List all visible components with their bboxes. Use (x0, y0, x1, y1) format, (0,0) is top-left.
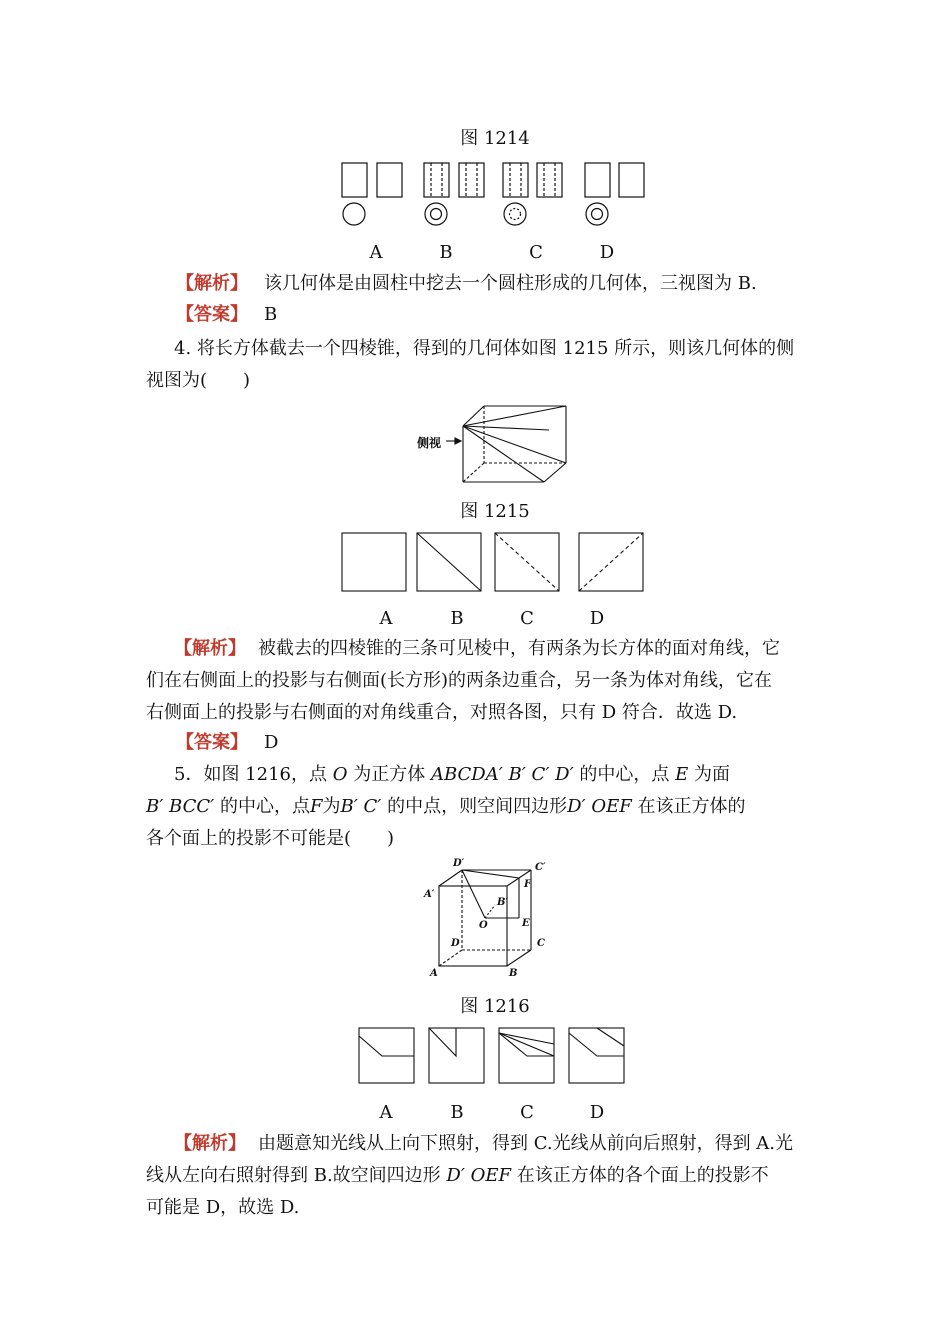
q3-analysis-tag: 【解析】 (176, 273, 248, 294)
q4-analysis-line2: 们在右侧面上的投影与右侧面(长方形)的两条边重合，另一条为体对角线，它在 (146, 670, 773, 691)
cube-label-o: O (479, 920, 488, 931)
fig1214-caption: 图 1214 (460, 128, 530, 149)
q5-face-name: B′ BCC′ (146, 796, 215, 817)
q3-analysis-text: 该几何体是由圆柱中挖去一个圆柱形成的几何体，三视图为 B. (264, 273, 757, 294)
fig1214-label-c: C (529, 242, 543, 263)
q3-answer-tag: 【答案】 (176, 304, 248, 325)
q5-line1-a: 5．如图 1216，点 (174, 764, 327, 785)
q5-line2-b: 为 (322, 796, 341, 817)
q4-question-line1: 4. 将长方体截去一个四棱锥，得到的几何体如图 1215 所示，则该几何体的侧 (174, 338, 795, 359)
q5-line2-c: 的中点，则空间四边形 (387, 796, 568, 817)
q5-analysis (146, 1128, 806, 1224)
fig1216-option-a (359, 1028, 414, 1083)
fig1216-option-b (429, 1028, 484, 1083)
q5-line2-d: 在该正方体的 (637, 796, 746, 817)
q5-analysis-line1: 由题意知光线从上向下照射，得到 C.光线从前向后照射，得到 A.光 (258, 1133, 794, 1154)
q4-answer-tag: 【答案】 (176, 732, 248, 753)
q4-question-line2: 视图为( ) (146, 370, 251, 391)
q5-line1-b: 为正方体 (353, 764, 426, 785)
q5-quad-name: D′ OEF (567, 796, 632, 817)
q4-answer-value: D (264, 732, 279, 753)
q3-answer-value: B (264, 304, 278, 325)
fig1215-label-c: C (520, 608, 534, 629)
cube-label-f: F (524, 879, 532, 890)
fig1216-caption: 图 1216 (460, 996, 530, 1017)
q4-analysis-tag: 【解析】 (174, 638, 246, 659)
cube-label-c: C (537, 938, 545, 949)
fig1216-label-c: C (520, 1102, 534, 1123)
fig1215-side-view-label: 侧视 (417, 436, 442, 450)
q5-point-o: O (332, 764, 348, 785)
fig1216-label-a: A (379, 1102, 393, 1123)
q5-analysis-line2-a: 线从左向右照射得到 B.故空间四边形 (146, 1165, 441, 1186)
fig1216-option-c (499, 1028, 554, 1083)
cube-label-d: D (451, 938, 460, 949)
q5-edge-name: B′ C′ (340, 796, 382, 817)
q5-cube-name: ABCDA′ B′ C′ D′ (430, 764, 574, 785)
fig1215-label-a: A (379, 608, 393, 629)
q5-analysis-tag: 【解析】 (174, 1133, 246, 1154)
cube-label-dp: D′ (453, 858, 465, 869)
fig1215-label-d: D (589, 608, 605, 629)
fig1215-caption: 图 1215 (460, 501, 530, 522)
cube-label-bp: B′ (497, 897, 509, 908)
q5-line3: 各个面上的投影不可能是( ) (146, 828, 395, 849)
cube-label-cp: C′ (535, 862, 546, 873)
fig1214-label-d: D (599, 242, 615, 263)
q5-analysis-line3: 可能是 D，故选 D. (146, 1197, 300, 1218)
fig1216-option-d (569, 1028, 624, 1083)
q5-analysis-quad: D′ OEF (446, 1165, 512, 1186)
cube-label-b: B (509, 968, 518, 979)
fig1215-label-b: B (450, 608, 464, 629)
q5-point-e: E (675, 764, 689, 785)
q4-analysis-line1: 被截去的四棱锥的三条可见棱中，有两条为长方体的面对角线，它 (258, 638, 780, 659)
cube-label-e: E (522, 918, 530, 929)
fig1214-label-a: A (369, 242, 383, 263)
cube-label-a: A (430, 968, 438, 979)
fig1216-label-b: B (450, 1102, 464, 1123)
cube-label-ap: A′ (424, 889, 435, 900)
fig1216-label-d: D (589, 1102, 605, 1123)
fig1214-label-b: B (439, 242, 453, 263)
q4-analysis-line3: 右侧面上的投影与右侧面的对角线重合，对照各图，只有 D 符合．故选 D. (146, 702, 738, 723)
q5-line1-c: 的中心，点 (579, 764, 670, 785)
q5-analysis-line2-b: 在该正方体的各个面上的投影不 (516, 1165, 769, 1186)
q5-line1-d: 为面 (694, 764, 731, 785)
q5-line2-a: 的中心，点 (219, 796, 310, 817)
q5-point-f: F (309, 796, 323, 817)
